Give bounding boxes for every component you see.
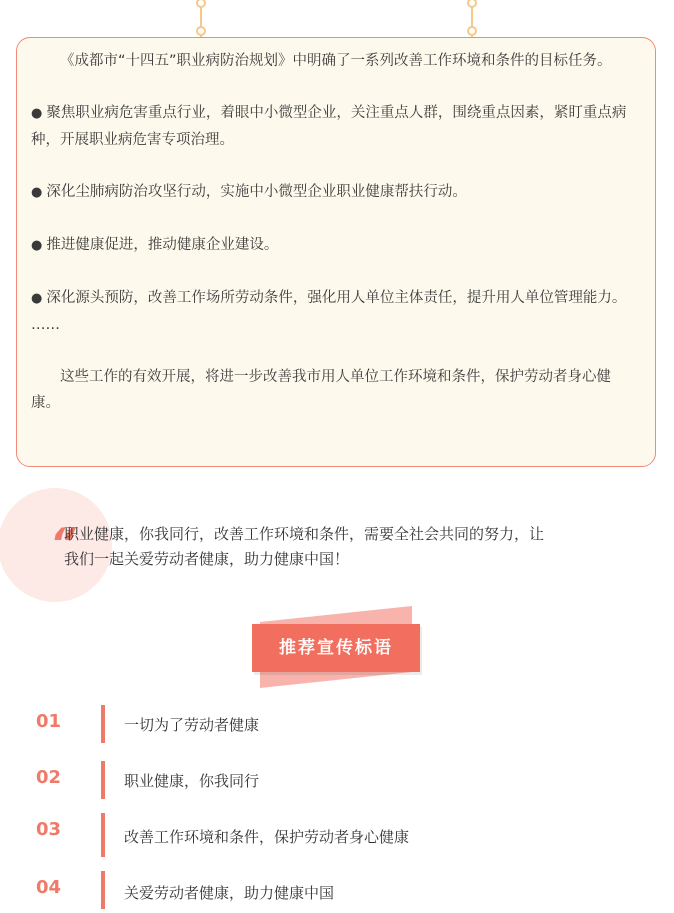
quote-mark-icon: “ — [50, 521, 76, 567]
slogan-number: 04 — [36, 877, 62, 898]
slogan-divider — [101, 813, 105, 857]
bullet-item: ● 深化尘肺病防治攻坚行动，实施中小微型企业职业健康帮扶行动。 — [31, 184, 467, 200]
slogan-item — [0, 761, 674, 801]
slogan-number: 01 — [36, 711, 62, 732]
slogan-text: 职业健康，你我同行 — [124, 772, 260, 790]
slogan-banner — [252, 608, 422, 698]
quote-line-2: 我们一起关爱劳动者健康，助力健康中国！ — [64, 550, 350, 568]
slogan-item — [0, 705, 674, 745]
quote-line-1: 职业健康，你我同行，改善工作环境和条件，需要全社会共同的努力，让 — [64, 525, 545, 543]
hanger-right-decoration — [467, 0, 477, 40]
intro-card — [16, 37, 656, 467]
bullet-item: ● 聚焦职业病危害重点行业，着眼中小微型企业，关注重点人群，围绕重点因素，紧盯重点病种，开展职业病危害专项治理。 — [31, 105, 627, 148]
slogan-divider — [101, 871, 105, 909]
bullet-item: ● 深化源头预防，改善工作场所劳动条件，强化用人单位主体责任，提升用人单位管理能力。 — [31, 290, 627, 306]
ellipsis-text: …… — [31, 317, 60, 333]
slogan-item — [0, 813, 674, 853]
bullet-item: ● 推进健康促进，推动健康企业建设。 — [31, 237, 279, 253]
quote-text — [64, 522, 604, 572]
bullet-icon: ● — [31, 106, 43, 121]
bullet-icon: ● — [31, 238, 43, 253]
bullet-icon: ● — [31, 185, 43, 200]
slogan-text: 改善工作环境和条件，保护劳动者身心健康 — [124, 828, 410, 846]
slogan-divider — [101, 705, 105, 743]
closing-paragraph: 这些工作的有效开展，将进一步改善我市用人单位工作环境和条件，保护劳动者身心健康。 — [31, 369, 611, 411]
bullet-icon: ● — [31, 291, 43, 306]
slogan-text: 一切为了劳动者健康 — [124, 716, 260, 734]
slogan-number: 02 — [36, 767, 62, 788]
banner-title: 推荐宣传标语 — [279, 638, 393, 658]
slogan-number: 03 — [36, 819, 62, 840]
hanger-left-decoration — [196, 0, 206, 40]
slogan-text: 关爱劳动者健康，助力健康中国 — [124, 884, 335, 902]
slogan-divider — [101, 761, 105, 799]
slogan-item — [0, 871, 674, 911]
intro-paragraph: 《成都市“十四五”职业病防治规划》中明确了一系列改善工作环境和条件的目标任务。 — [60, 53, 612, 69]
